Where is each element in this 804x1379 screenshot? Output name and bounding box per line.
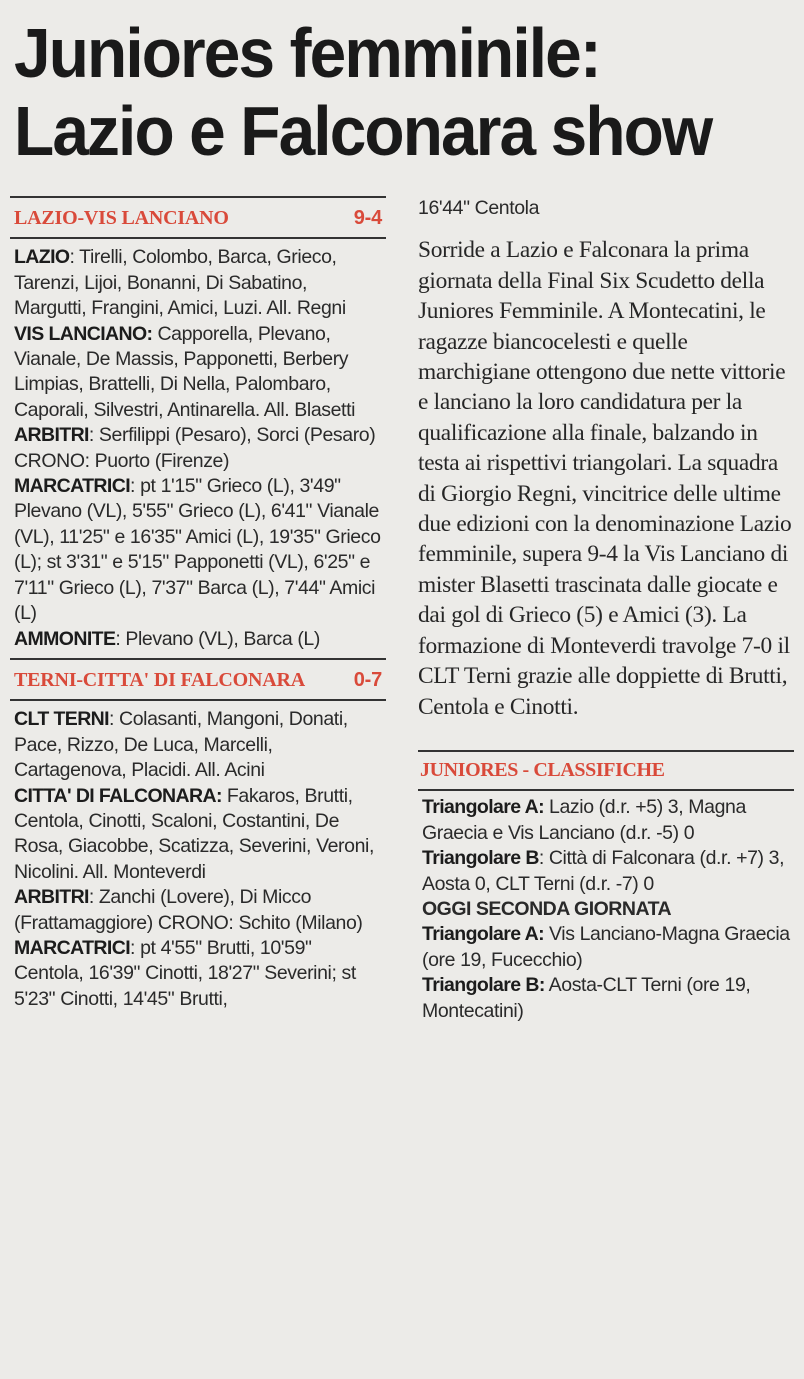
falconara-lineup <box>10 784 386 886</box>
vis-players: Capporella, Plevano, Vianale, De Massis, Papponetti, Berbery Limpias, Brattelli, Di Nella, Palombaro, Caporali, Silvestri, Antinarella. All. Blasetti <box>14 322 356 421</box>
article-body: Sorride a Lazio e Falconara la prima giornata della Final Six Scudetto della Juniores Femminile. A Montecatini, le ragazze biancocelesti e quelle marchigiane ottengono due nette vittorie e lanciano la loro candidatura per la qualificazione alla finale, balzando in testa ai rispettivi triangolari. La squadra di Giorgio Regni, vincitrice delle ultime due edizioni con la denominazione Lazio femminile, supera 9-4 la Vis Lanciano di mister Blasetti trascinata dalle giocate e dai gol di Grieco (5) e Amici (3). La formazione di Monteverdi travolge 7-0 il CLT Terni grazie alle doppiette di Brutti, Centola e Cinotti. <box>418 237 792 720</box>
match1-bookings <box>10 627 386 652</box>
left-column <box>10 196 386 1018</box>
match1-header <box>10 198 386 239</box>
standings-group-a <box>418 795 794 846</box>
next-a-text: Vis Lanciano-Magna Graecia (ore 19, Fucecchio) <box>422 923 790 971</box>
vis-lanciano-lineup <box>10 322 386 424</box>
marcatrici-label: MARCATRICI <box>14 936 131 959</box>
terni-lineup <box>10 707 386 783</box>
ammonite-text: : Plevano (VL), Barca (L) <box>115 627 320 650</box>
match2-title: TERNI-CITTA' DI FALCONARA <box>14 668 305 691</box>
standings-block <box>418 791 794 1024</box>
lazio-lineup <box>10 245 386 321</box>
headline-line-2: Lazio e Falconara show <box>14 92 712 170</box>
terni-players: : Colasanti, Mangoni, Donati, Pace, Rizzo, De Luca, Marcelli, Cartagenova, Placidi. All. Acini <box>14 708 348 782</box>
match1-title: LAZIO-VIS LANCIANO <box>14 207 229 229</box>
headline <box>14 14 747 170</box>
next-a-label: Triangolare A: <box>422 923 544 946</box>
match2-lineups <box>10 701 386 1018</box>
standings-group-b <box>418 846 794 897</box>
group-b-text: : Città di Falconara (d.r. +7) 3, Aosta 0, CLT Terni (d.r. -7) 0 <box>422 847 785 895</box>
group-b-label: Triangolare B <box>422 847 539 870</box>
marcatrici-text: : pt 1'15" Grieco (L), 3'49" Plevano (VL), 5'55" Grieco (L), 6'41" Vianale (VL), 11'25" e 16'35" Amici (L), 19'35" Grieco (L); st 3'31" e 5'15" Papponetti (VL), 6'25" e 7'11" Grieco (L), 7'37" Barca (L), 7'44" Amici (L) <box>14 475 381 625</box>
right-column <box>418 196 794 1024</box>
standings-header: JUNIORES - CLASSIFICHE <box>418 750 794 791</box>
ammonite-label: AMMONITE <box>14 627 116 650</box>
next-b-label: Triangolare B: <box>422 974 545 997</box>
match1-scorers <box>10 474 386 626</box>
lazio-players: : Tirelli, Colombo, Barca, Grieco, Tarenzi, Lijoi, Bonanni, Di Sabatino, Margutti, Frangini, Amici, Luzi. All. Regni <box>14 246 346 320</box>
match1-referees <box>10 423 386 474</box>
next-b-text: Aosta-CLT Terni (ore 19, Montecatini) <box>422 974 751 1022</box>
headline-line-1: Juniores femminile: <box>14 14 600 92</box>
arbitri-text: : Serfilippi (Pesaro), Sorci (Pesaro) CRONO: Puorto (Firenze) <box>14 424 376 472</box>
match2-scorers-continued: 16'44" Centola <box>418 197 540 219</box>
group-a-text: Lazio (d.r. +5) 3, Magna Graecia e Vis Lanciano (d.r. -5) 0 <box>422 796 746 844</box>
match2-score: 0-7 <box>353 668 382 691</box>
arbitri-label: ARBITRI <box>14 424 89 447</box>
terni-label: CLT TERNI <box>14 708 109 731</box>
group-a-label: Triangolare A: <box>422 796 544 819</box>
match2-header <box>10 658 386 701</box>
match1-lineups <box>10 239 386 658</box>
match2-referees <box>10 885 386 936</box>
vis-label: VIS LANCIANO: <box>14 322 153 345</box>
match1-score: 9-4 <box>353 207 382 229</box>
arbitri-label: ARBITRI <box>14 886 89 909</box>
match2-scorers <box>10 936 386 1012</box>
lazio-label: LAZIO <box>14 246 70 269</box>
next-group-a <box>418 922 794 973</box>
falconara-players: Fakaros, Brutti, Centola, Cinotti, Scaloni, Costantini, De Rosa, Giacobbe, Scatizza, Severini, Veroni, Nicolini. All. Monteverdi <box>14 784 374 883</box>
arbitri-text: : Zanchi (Lovere), Di Micco (Frattamaggiore) CRONO: Schito (Milano) <box>14 886 363 934</box>
next-round-heading: OGGI SECONDA GIORNATA <box>422 897 672 920</box>
falconara-label: CITTA' DI FALCONARA: <box>14 784 222 807</box>
marcatrici-label: MARCATRICI <box>14 475 131 498</box>
next-group-b <box>418 973 794 1024</box>
marcatrici-text: : pt 4'55" Brutti, 10'59" Centola, 16'39" Cinotti, 18'27" Severini; st 5'23" Cinotti, 14'45" Brutti, <box>14 936 356 1010</box>
